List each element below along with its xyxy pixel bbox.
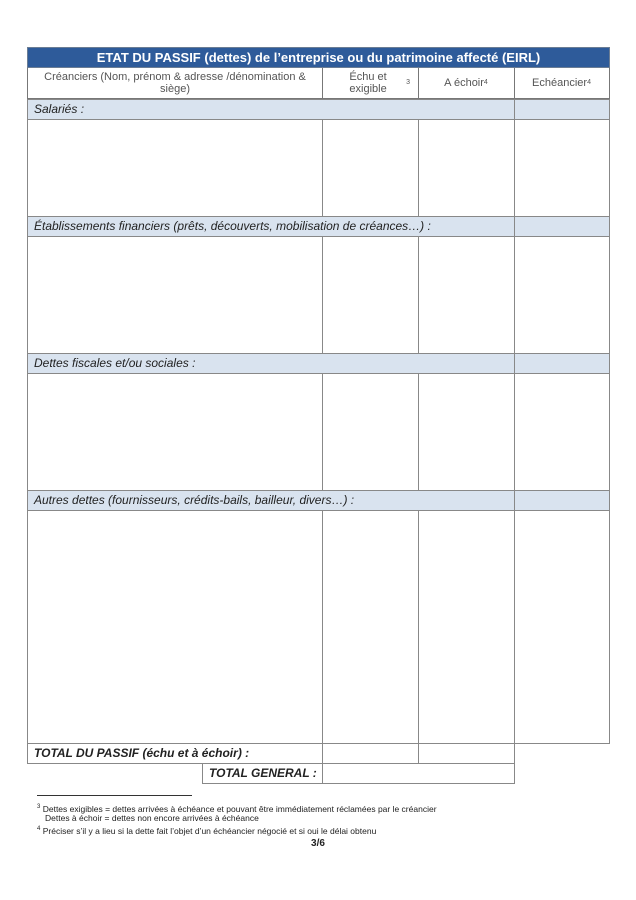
salaries-a-echoir-cell[interactable]: [418, 119, 515, 217]
fiscales-echu-cell[interactable]: [322, 373, 419, 491]
column-header-echu-label: Échu et exigible: [349, 71, 387, 95]
footnote-3-line1: Dettes exigibles = dettes arrivées à échéance et pouvant être immédiatement réclamées par le créancier: [42, 803, 437, 814]
salaries-echeancier-cell[interactable]: [514, 119, 610, 217]
section-header-salaries-echeancier: [514, 99, 610, 120]
column-header-echeancier-label: Echéancier: [532, 77, 588, 89]
column-header-echu: [322, 68, 419, 99]
section-header-salaries: Salariés :: [27, 99, 515, 120]
page-number: 3/6: [311, 838, 325, 849]
autres-creanciers-cell[interactable]: [27, 510, 323, 744]
column-header-a-echoir: [418, 68, 515, 99]
column-header-creanciers: [27, 68, 323, 99]
total-passif-label: TOTAL DU PASSIF (échu et à échoir) :: [27, 743, 323, 764]
section-header-autres-dettes-echeancier: [514, 490, 610, 511]
section-header-autres-dettes: Autres dettes (fournisseurs, crédits-bails, bailleur, divers…) :: [27, 490, 515, 511]
salaries-creanciers-cell[interactable]: [27, 119, 323, 217]
footnote-4-line1: Préciser s’il y a lieu si la dette fait l’objet d’un échéancier négocié et si oui le délai obtenu: [42, 825, 377, 836]
table-title: ETAT DU PASSIF (dettes) de l’entreprise ou du patrimoine affecté (EIRL): [27, 47, 610, 68]
etablissements-creanciers-cell[interactable]: [27, 236, 323, 354]
footnote-ref-4: 4: [483, 79, 488, 86]
footnote-3-line2: Dettes à échoir = dettes non encore arrivées à échéance: [45, 813, 259, 823]
etablissements-echu-cell[interactable]: [322, 236, 419, 354]
footnote-4: [37, 824, 376, 836]
autres-a-echoir-cell[interactable]: [418, 510, 515, 744]
fiscales-echeancier-cell[interactable]: [514, 373, 610, 491]
section-header-etablissements: Établissements financiers (prêts, découverts, mobilisation de créances…) :: [27, 216, 515, 237]
column-header-creanciers-label: Créanciers (Nom, prénom & adresse /dénomination & siège): [44, 71, 306, 95]
footnote-ref-3: 3: [406, 79, 410, 86]
salaries-echu-cell[interactable]: [322, 119, 419, 217]
column-header-a-echoir-label: A échoir: [444, 77, 484, 89]
fiscales-creanciers-cell[interactable]: [27, 373, 323, 491]
total-general-cell[interactable]: [322, 763, 515, 784]
etablissements-a-echoir-cell[interactable]: [418, 236, 515, 354]
section-header-dettes-fiscales: Dettes fiscales et/ou sociales :: [27, 353, 515, 374]
footnote-separator: [37, 795, 192, 796]
etablissements-echeancier-cell[interactable]: [514, 236, 610, 354]
total-general-label: TOTAL GENERAL :: [202, 763, 323, 784]
total-passif-a-echoir-cell[interactable]: [418, 743, 515, 764]
fiscales-a-echoir-cell[interactable]: [418, 373, 515, 491]
autres-echu-cell[interactable]: [322, 510, 419, 744]
total-passif-echu-cell[interactable]: [322, 743, 419, 764]
footnote-3-number: 3: [37, 804, 41, 810]
section-header-dettes-fiscales-echeancier: [514, 353, 610, 374]
autres-echeancier-cell[interactable]: [514, 510, 610, 744]
column-header-echeancier: [514, 68, 610, 99]
footnote-4-number: 4: [37, 826, 41, 832]
section-header-etablissements-echeancier: [514, 216, 610, 237]
footnote-ref-4b: 4: [587, 79, 591, 86]
